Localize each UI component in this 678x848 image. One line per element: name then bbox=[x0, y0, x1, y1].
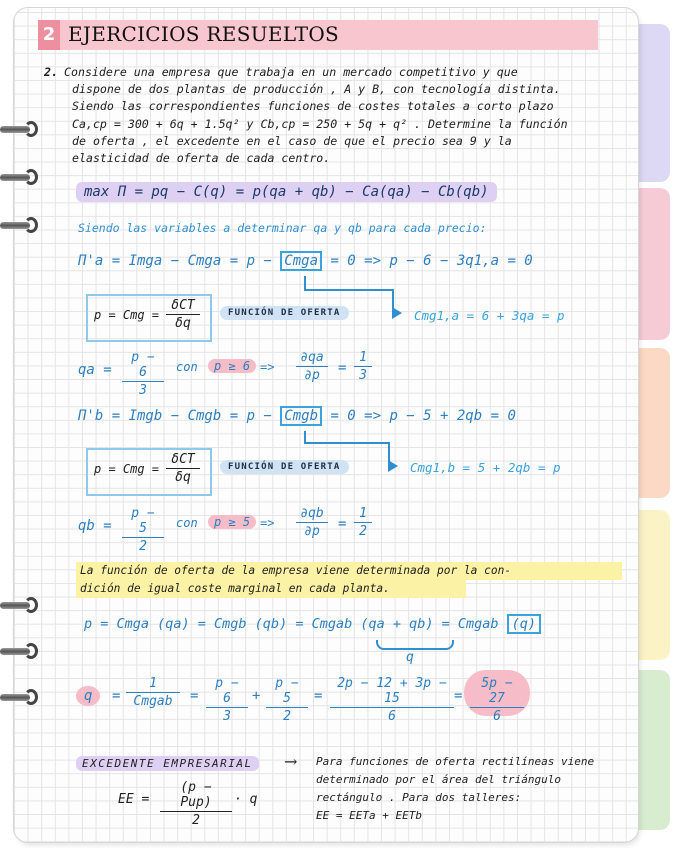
surplus-text-line: Para funciones de oferta rectilíneas viene bbox=[316, 755, 595, 768]
mp-a-left: Π'a = Imga − Cmga = p − bbox=[78, 253, 281, 269]
mp-b-left: Π'b = Imgb − Cmgb = p − bbox=[78, 408, 281, 424]
frac-den: ∂p bbox=[304, 368, 320, 383]
binder-ring-icon bbox=[0, 220, 36, 230]
arrow-head-icon bbox=[388, 460, 398, 472]
frac-den: Cmgab bbox=[133, 694, 173, 709]
frac-num: 1 bbox=[126, 676, 180, 693]
frac-den: 2 bbox=[192, 813, 200, 828]
frac-den: δq bbox=[175, 470, 191, 485]
frac-num: 1 bbox=[354, 350, 372, 367]
tq-frac5 bbox=[470, 676, 524, 724]
elasticity-result-a bbox=[354, 350, 372, 383]
frac-num: (p − Pup) bbox=[160, 780, 232, 812]
ee-label: EE = bbox=[118, 792, 150, 807]
elasticity-result-b bbox=[354, 506, 372, 539]
elasticity-deriv-a bbox=[296, 350, 328, 383]
tq-frac4 bbox=[330, 676, 454, 724]
supply-derivative-a bbox=[166, 298, 200, 331]
tq-eq1: = bbox=[112, 688, 121, 704]
frac-num: p − 5 bbox=[266, 676, 308, 708]
elasticity-deriv-b bbox=[296, 506, 328, 539]
supply-derivative-b bbox=[166, 452, 200, 485]
supply-curve-b: Cmg1,b = 5 + 2qb = p bbox=[410, 460, 561, 475]
binder-ring-icon bbox=[0, 646, 36, 656]
equal-mc-left: p = Cmga (qa) = Cmgb (qb) = Cmgab (qa + qb) = Cmgab bbox=[84, 616, 507, 632]
right-arrow-icon: → bbox=[284, 752, 298, 771]
tq-plus: + bbox=[252, 688, 261, 704]
con-text: con bbox=[176, 360, 198, 374]
tq-frac1 bbox=[126, 676, 180, 709]
frac-den: 6 bbox=[493, 709, 501, 724]
mp-b-right: = 0 => p − 5 + 2qb = 0 bbox=[322, 408, 516, 424]
problem-label: 2. bbox=[44, 65, 58, 79]
arrow-line bbox=[304, 289, 394, 291]
variables-text: Siendo las variables a determinar qa y qb para cada precio: bbox=[78, 221, 487, 235]
binder-ring-icon bbox=[0, 124, 36, 134]
problem-line: Considere una empresa que trabaja en un mercado competitivo y que bbox=[64, 65, 518, 79]
problem-line: dispone de dos plantas de producción , A y B, con tecnología distinta. bbox=[72, 82, 561, 96]
binder-ring-icon bbox=[0, 600, 36, 610]
mc-a-boxed: Cmga bbox=[280, 251, 322, 271]
page-title: EJERCICIOS RESUELTOS bbox=[68, 22, 340, 46]
supply-curve-a: Cmg1,a = 6 + 3qa = p bbox=[414, 308, 565, 323]
arrow-line bbox=[304, 276, 306, 290]
frac-den: 2 bbox=[283, 709, 291, 724]
tq-eq4: = bbox=[454, 688, 463, 704]
frac-den: 3 bbox=[359, 368, 367, 383]
qa-fraction bbox=[122, 350, 164, 398]
mp-a-right: = 0 => p − 6 − 3q1,a = 0 bbox=[322, 253, 533, 269]
frac-den: 2 bbox=[359, 524, 367, 539]
frac-den: ∂p bbox=[304, 524, 320, 539]
frac-num: δCT bbox=[166, 452, 200, 469]
tq-frac2 bbox=[206, 676, 248, 724]
frac-num: 1 bbox=[354, 506, 372, 523]
ee-tail: · q bbox=[234, 792, 258, 807]
frac-den: δq bbox=[175, 316, 191, 331]
problem-line: Siendo las correspondientes funciones de costes totales a corto plazo bbox=[72, 99, 554, 113]
note-line: La función de oferta de la empresa viene determinada por la con- bbox=[80, 564, 512, 577]
binder-ring-icon bbox=[0, 692, 36, 702]
arrow-head-icon bbox=[392, 307, 402, 319]
tq-eq3: = bbox=[314, 688, 323, 704]
frac-num: p − 6 bbox=[206, 676, 248, 708]
problem-line: Ca,cp = 300 + 6q + 1.5q² y Cb,cp = 250 + 5q + q² . Determine la función bbox=[72, 117, 568, 131]
implies-a: => bbox=[260, 360, 275, 374]
underbrace-icon bbox=[376, 640, 454, 650]
total-q-label: q bbox=[76, 686, 100, 706]
frac-num: ∂qa bbox=[296, 350, 328, 367]
equals-b: = bbox=[338, 516, 347, 532]
frac-num: δCT bbox=[166, 298, 200, 315]
surplus-text-line: determinado por el área del triángulo bbox=[316, 773, 562, 786]
marginal-profit-b bbox=[78, 408, 516, 424]
surplus-text-line: rectángulo . Para dos talleres: bbox=[316, 791, 522, 804]
implies-b: => bbox=[260, 516, 275, 530]
section-number: 2 bbox=[38, 20, 60, 50]
tq-eq2: = bbox=[190, 688, 199, 704]
supply-function-label-a: FUNCIÓN DE OFERTA bbox=[220, 306, 349, 320]
price-condition-b: p ≥ 5 bbox=[208, 515, 256, 529]
problem-line: de oferta , el excedente en el caso de que el precio sea 9 y la bbox=[72, 134, 512, 148]
frac-den: 6 bbox=[388, 709, 396, 724]
qb-label: qb = bbox=[78, 518, 112, 534]
arrow-line bbox=[304, 442, 390, 444]
marginal-profit-a bbox=[78, 253, 533, 269]
mc-b-boxed: Cmgb bbox=[280, 406, 322, 426]
problem-line: elasticidad de oferta de cada centro. bbox=[72, 151, 331, 165]
qb-fraction bbox=[122, 506, 164, 554]
supply-formula-a: p = Cmg = bbox=[94, 308, 160, 322]
frac-num: p − 5 bbox=[122, 506, 164, 538]
ee-fraction bbox=[160, 780, 232, 828]
con-text: con bbox=[176, 516, 198, 530]
q-boxed: (q) bbox=[507, 614, 541, 634]
underbrace-q: q bbox=[406, 650, 414, 665]
equal-marginal-cost-eq bbox=[84, 616, 541, 632]
qa-label: qa = bbox=[78, 362, 112, 378]
tq-frac3 bbox=[266, 676, 308, 724]
max-profit-equation: max Π = pq − C(q) = p(qa + qb) − Ca(qa) − Cb(qb) bbox=[76, 182, 497, 202]
frac-num: 2p − 12 + 3p − 15 bbox=[330, 676, 454, 708]
frac-num: 5p − 27 bbox=[470, 676, 524, 708]
note-line: dición de igual coste marginal en cada planta. bbox=[80, 582, 390, 595]
binder-ring-icon bbox=[0, 172, 36, 182]
surplus-text-line: EE = EETa + EETb bbox=[316, 809, 422, 822]
frac-num: p − 6 bbox=[122, 350, 164, 382]
surplus-title: EXCEDENTE EMPRESARIAL bbox=[76, 756, 259, 771]
supply-formula-b: p = Cmg = bbox=[94, 462, 160, 476]
frac-den: 3 bbox=[223, 709, 231, 724]
price-condition-a: p ≥ 6 bbox=[208, 359, 256, 373]
frac-den: 2 bbox=[139, 539, 147, 554]
equals-a: = bbox=[338, 360, 347, 376]
supply-function-label-b: FUNCIÓN DE OFERTA bbox=[220, 460, 349, 474]
frac-num: ∂qb bbox=[296, 506, 328, 523]
frac-den: 3 bbox=[139, 383, 147, 398]
